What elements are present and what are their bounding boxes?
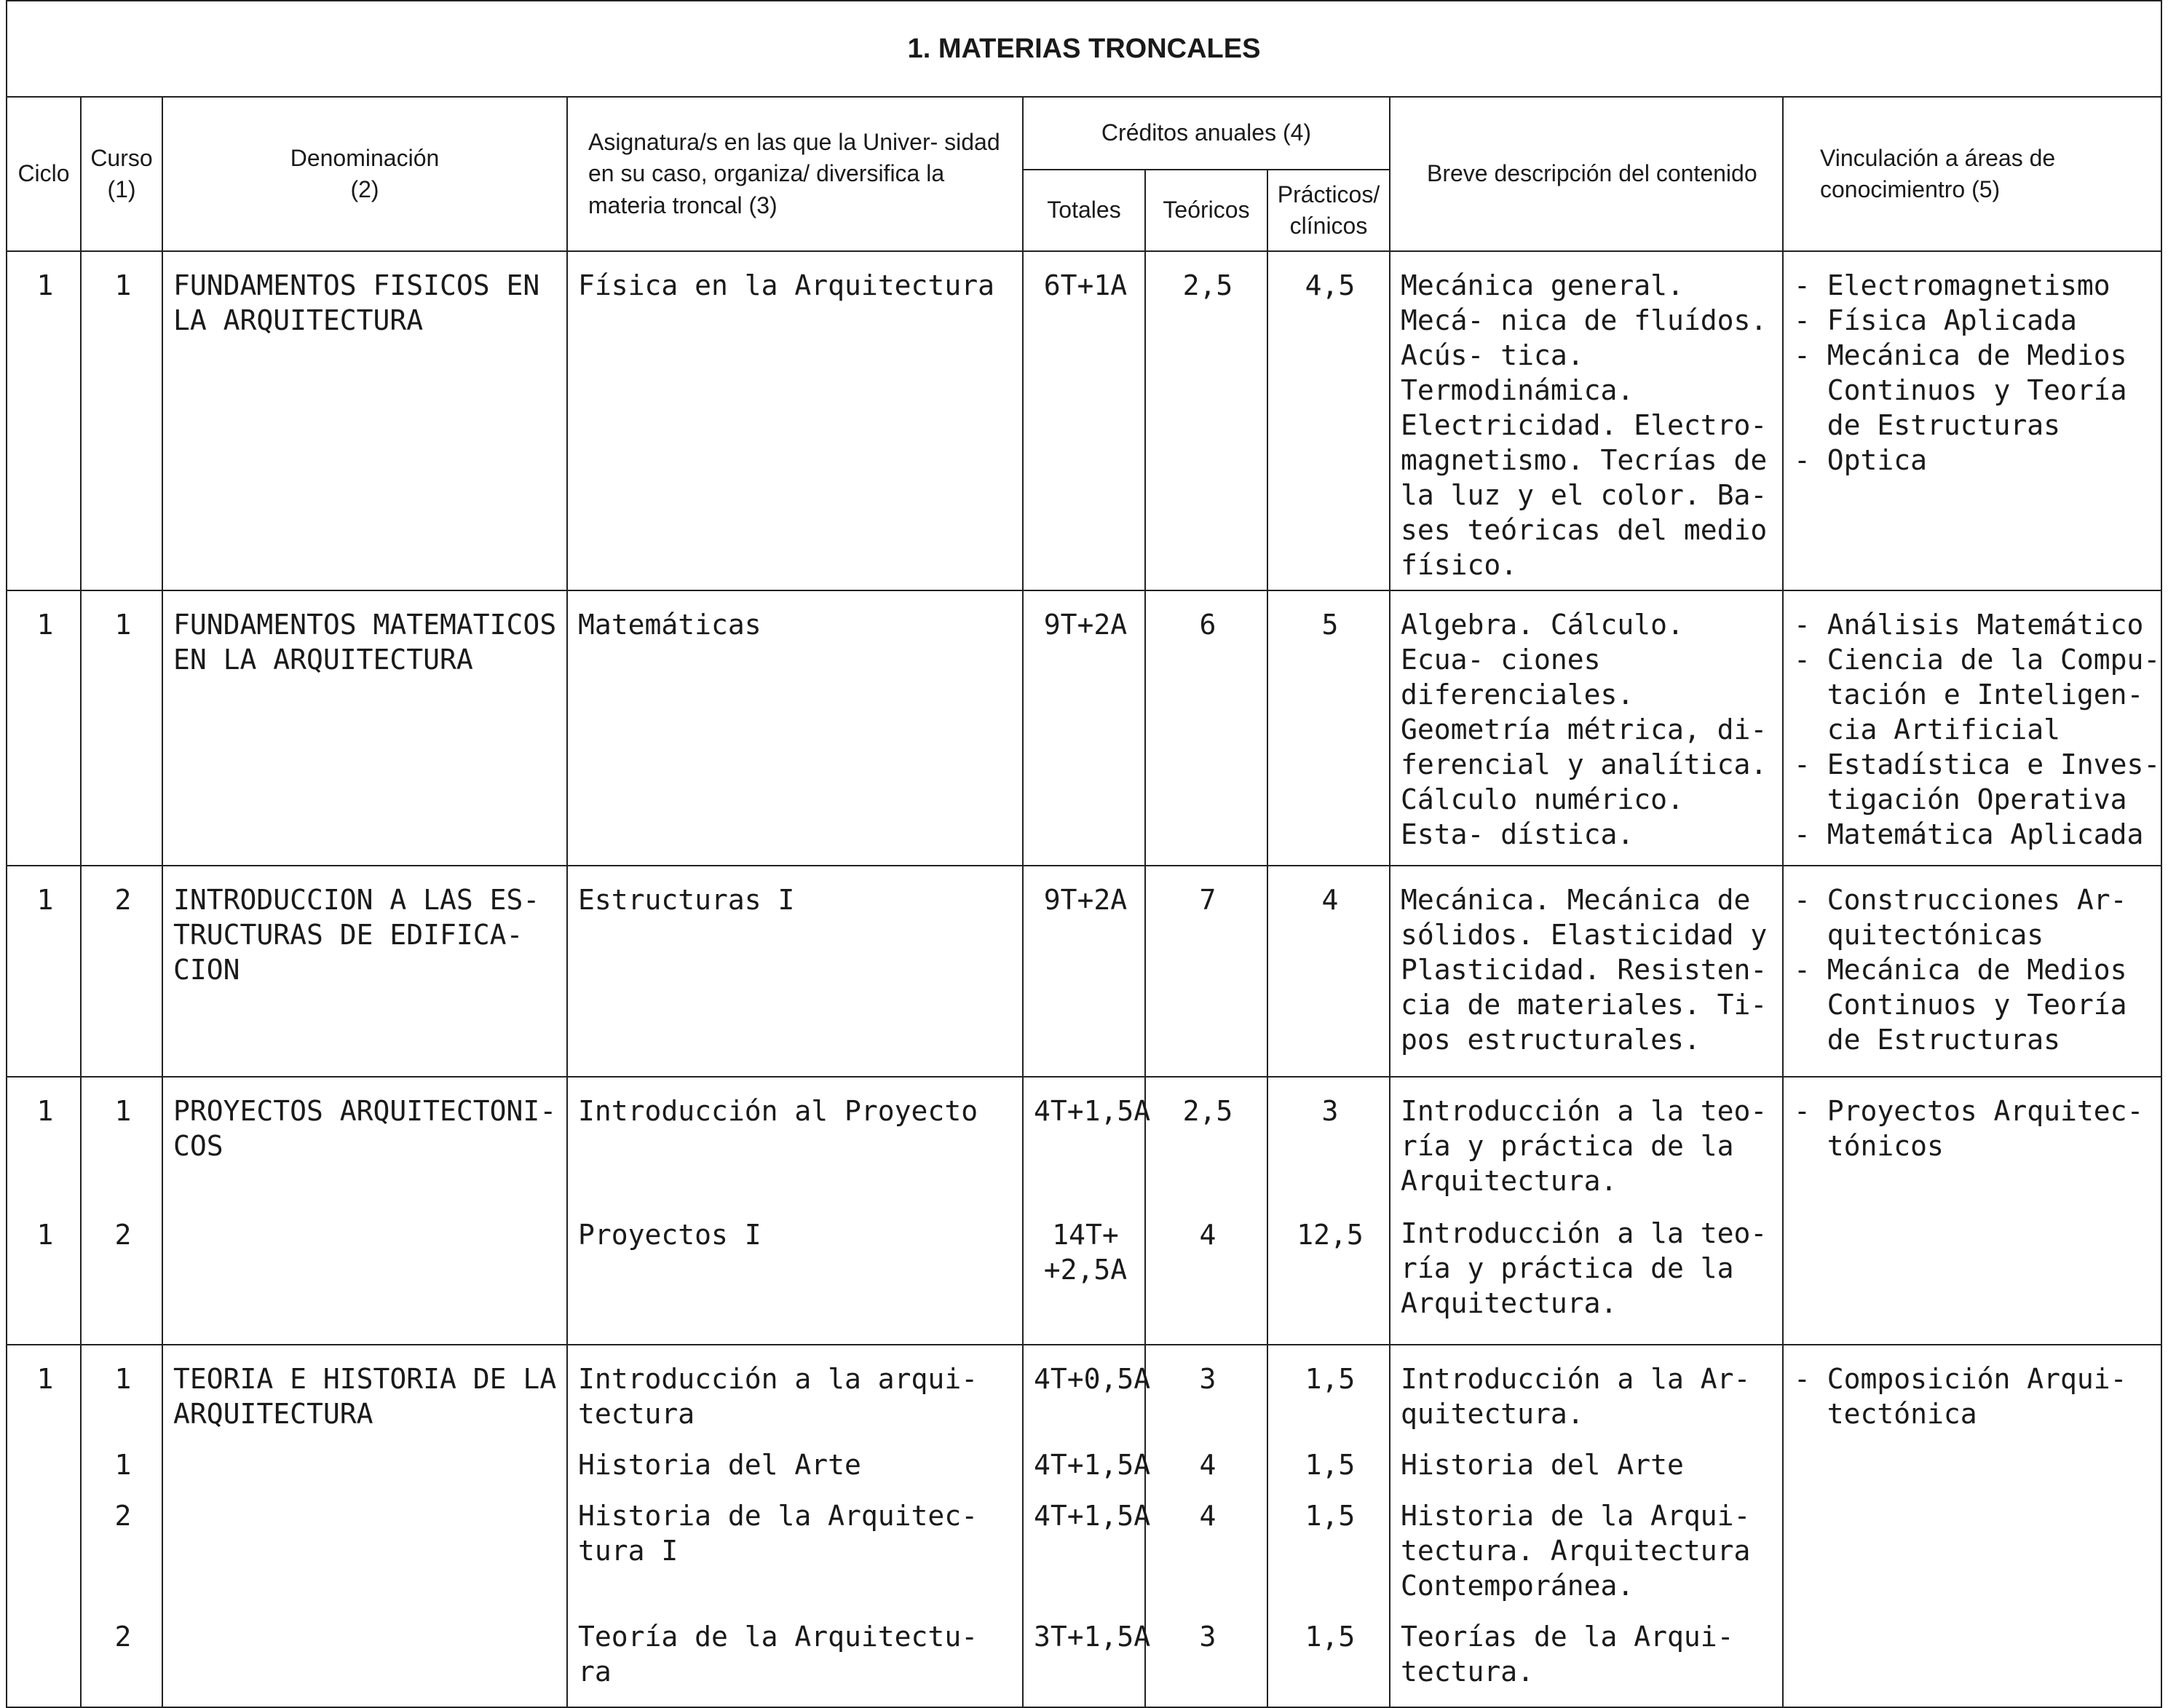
vinculacion-line: de Estructuras [1794,1024,2061,1056]
cell-totales-entry: 14T+ +2,5A [1043,1219,1128,1286]
cell-curso: 2 [81,866,162,1077]
cell-practicos-entry: 3 [1321,1095,1339,1127]
cell-ciclo-entry: 1 [36,1219,54,1251]
cell-curso-entry: 1 [114,1449,132,1481]
table-title: 1. MATERIAS TRONCALES [7,1,2161,97]
cell-teoricos-entry: 3 [1199,1363,1216,1395]
cell-ciclo: 1 [7,251,81,590]
materias-troncales-table [6,0,2162,1708]
table-row [7,866,2161,1077]
cell-totales [1023,1345,1151,1707]
cell-practicos: 5 [1267,590,1390,866]
vinculacion-line: - Ciencia de la Compu- [1794,644,2161,676]
header-vinculacion: Vinculación a áreas de conocimientro (5) [1783,97,2161,251]
cell-totales [1023,1077,1151,1345]
vinculacion-line: tónicos [1794,1130,1944,1162]
header-denominacion-label: Denominación [290,144,440,171]
cell-denominacion: INTRODUCCION A LAS ES- TRUCTURAS DE EDIFICA- CION [162,866,567,1077]
cell-totales-entry: 4T+1,5A [1034,1500,1151,1532]
header-ciclo: Ciclo [7,97,81,251]
header-curso-label: Curso [90,144,153,171]
cell-practicos-entry: 12,5 [1297,1219,1364,1251]
cell-asignatura-entry: Teoría de la Arquitectu- ra [578,1621,978,1688]
cell-asignatura: Matemáticas [567,590,1023,866]
cell-asignatura-entry: Introducción al Proyecto [578,1095,978,1127]
cell-practicos-entry: 1,5 [1305,1500,1356,1532]
header-descripcion: Breve descripción del contenido [1390,97,1783,251]
header-practicos: Prácticos/ clínicos [1267,170,1390,251]
vinculacion-line: cia Artificial [1794,713,2061,746]
cell-denominacion: TEORIA E HISTORIA DE LA ARQUITECTURA [162,1345,567,1707]
header-teoricos: Teóricos [1145,170,1267,251]
cell-totales: 6T+1A [1023,251,1145,590]
cell-teoricos-entry: 3 [1199,1621,1216,1653]
vinculacion-line: tación e Inteligen- [1794,679,2144,711]
vinculacion-line: de Estructuras [1794,409,2061,441]
cell-totales-entry: 3T+1,5A [1034,1621,1151,1653]
cell-descripcion-entry: Introducción a la teo- ría y práctica de la Arquitectura. [1401,1217,1768,1319]
cell-curso: 1 [81,251,162,590]
cell-practicos [1267,1077,1390,1345]
cell-curso [81,1077,162,1345]
cell-descripcion: Mecánica. Mecánica de sólidos. Elasticidad y Plasticidad. Resisten- cia de materiales. Ti- pos estructurales. [1390,866,1783,1077]
vinculacion-line: - Optica [1794,444,1928,476]
vinculacion-line: - Análisis Matemático [1794,609,2144,641]
cell-descripcion-entry: Introducción a la Ar- quitectura. [1401,1363,1751,1430]
cell-practicos-entry: 1,5 [1305,1363,1356,1395]
cell-ciclo-entry: 1 [36,1095,54,1127]
header-denominacion-note: (2) [350,176,379,202]
cell-asignatura: Física en la Arquitectura [567,251,1023,590]
table-row [7,251,2161,590]
vinculacion-line: Continuos y Teoría [1794,374,2127,406]
vinculacion-line: - Mecánica de Medios [1794,954,2127,986]
header-totales: Totales [1023,170,1145,251]
cell-descripcion: Algebra. Cálculo. Ecua- ciones diferenciales. Geometría métrica, di- ferencial y analítica. Cálculo numérico. Esta- dística. [1390,590,1783,866]
cell-asignatura-entry: Proyectos I [578,1219,761,1251]
cell-vinculacion [1783,590,2161,866]
cell-curso-entry: 1 [114,1095,132,1127]
cell-ciclo: 1 [7,590,81,866]
cell-asignatura-entry: Introducción a la arqui- tectura [578,1363,978,1430]
table-row [7,1077,2161,1345]
vinculacion-line: tectónica [1794,1398,1977,1430]
cell-denominacion: PROYECTOS ARQUITECTONI- COS [162,1077,567,1345]
cell-teoricos-entry: 4 [1199,1449,1216,1481]
cell-totales-entry: 4T+0,5A [1034,1363,1151,1395]
header-denominacion [162,97,567,251]
cell-asignatura [567,1077,1023,1345]
header-curso-note: (1) [107,176,136,202]
cell-vinculacion [1783,251,2161,590]
cell-practicos: 4,5 [1267,251,1390,590]
cell-descripcion-entry: Introducción a la teo- ría y práctica de la Arquitectura. [1401,1095,1768,1197]
cell-teoricos [1145,1345,1267,1707]
cell-denominacion: FUNDAMENTOS MATEMATICOS EN LA ARQUITECTURA [162,590,567,866]
cell-descripcion-entry: Historia del Arte [1401,1449,1684,1481]
vinculacion-line: - Matemática Aplicada [1794,818,2144,850]
cell-asignatura-entry: Historia de la Arquitec- tura I [578,1500,978,1567]
cell-teoricos: 7 [1145,866,1267,1077]
cell-curso-entry: 2 [114,1500,132,1532]
cell-descripcion: Mecánica general. Mecá- nica de fluídos. Acús- tica. Termodinámica. Electricidad. Electro- magnetismo. Tecrías de la luz y el color. Ba- ses teóricas del medio físico. [1390,251,1783,590]
cell-vinculacion [1783,1077,2161,1345]
cell-teoricos-entry: 2,5 [1182,1095,1233,1127]
table-row [7,1345,2161,1707]
cell-teoricos [1145,1077,1267,1345]
table-row [7,590,2161,866]
cell-denominacion: FUNDAMENTOS FISICOS EN LA ARQUITECTURA [162,251,567,590]
cell-ciclo [7,1077,81,1345]
header-curso [81,97,162,251]
cell-curso-entry: 2 [114,1621,132,1653]
vinculacion-line: - Proyectos Arquitec- [1794,1095,2144,1127]
vinculacion-line: quitectónicas [1794,919,2044,951]
cell-curso-entry: 1 [114,1363,132,1395]
vinculacion-line: - Mecánica de Medios [1794,339,2127,371]
cell-totales-entry: 4T+1,5A [1034,1095,1151,1127]
cell-asignatura: Estructuras I [567,866,1023,1077]
cell-totales-entry: 4T+1,5A [1034,1449,1151,1481]
cell-vinculacion [1783,866,2161,1077]
cell-vinculacion [1783,1345,2161,1707]
cell-teoricos: 6 [1145,590,1267,866]
header-asignaturas: Asignatura/s en las que la Univer- sidad en su caso, organiza/ diversifica la materia troncal (3) [567,97,1023,251]
vinculacion-line: - Composición Arqui- [1794,1363,2127,1395]
cell-ciclo: 1 [7,866,81,1077]
cell-curso [81,1345,162,1707]
header-creditos: Créditos anuales (4) [1023,97,1390,170]
vinculacion-line: - Construcciones Ar- [1794,884,2127,916]
cell-practicos-entry: 1,5 [1305,1449,1356,1481]
cell-descripcion-entry: Historia de la Arqui- tectura. Arquitectura Contemporánea. [1401,1500,1751,1602]
cell-teoricos: 2,5 [1145,251,1267,590]
vinculacion-line: tigación Operativa [1794,783,2127,815]
vinculacion-line: - Física Aplicada [1794,304,2077,336]
cell-curso-entry: 2 [114,1219,132,1251]
cell-descripcion-entry: Teorías de la Arqui- tectura. [1401,1621,1734,1688]
vinculacion-line: - Electromagnetismo [1794,269,2110,301]
cell-totales: 9T+2A [1023,590,1145,866]
cell-asignatura [567,1345,1023,1707]
cell-ciclo: 1 [7,1345,81,1707]
cell-practicos [1267,1345,1390,1707]
cell-asignatura-entry: Historia del Arte [578,1449,861,1481]
vinculacion-line: - Estadística e Inves- [1794,748,2161,780]
cell-descripcion [1390,1345,1783,1707]
cell-practicos-entry: 1,5 [1305,1621,1356,1653]
cell-descripcion [1390,1077,1783,1345]
cell-teoricos-entry: 4 [1199,1500,1216,1532]
vinculacion-line: Continuos y Teoría [1794,989,2127,1021]
cell-curso: 1 [81,590,162,866]
cell-teoricos-entry: 4 [1199,1219,1216,1251]
cell-practicos: 4 [1267,866,1390,1077]
cell-totales: 9T+2A [1023,866,1145,1077]
